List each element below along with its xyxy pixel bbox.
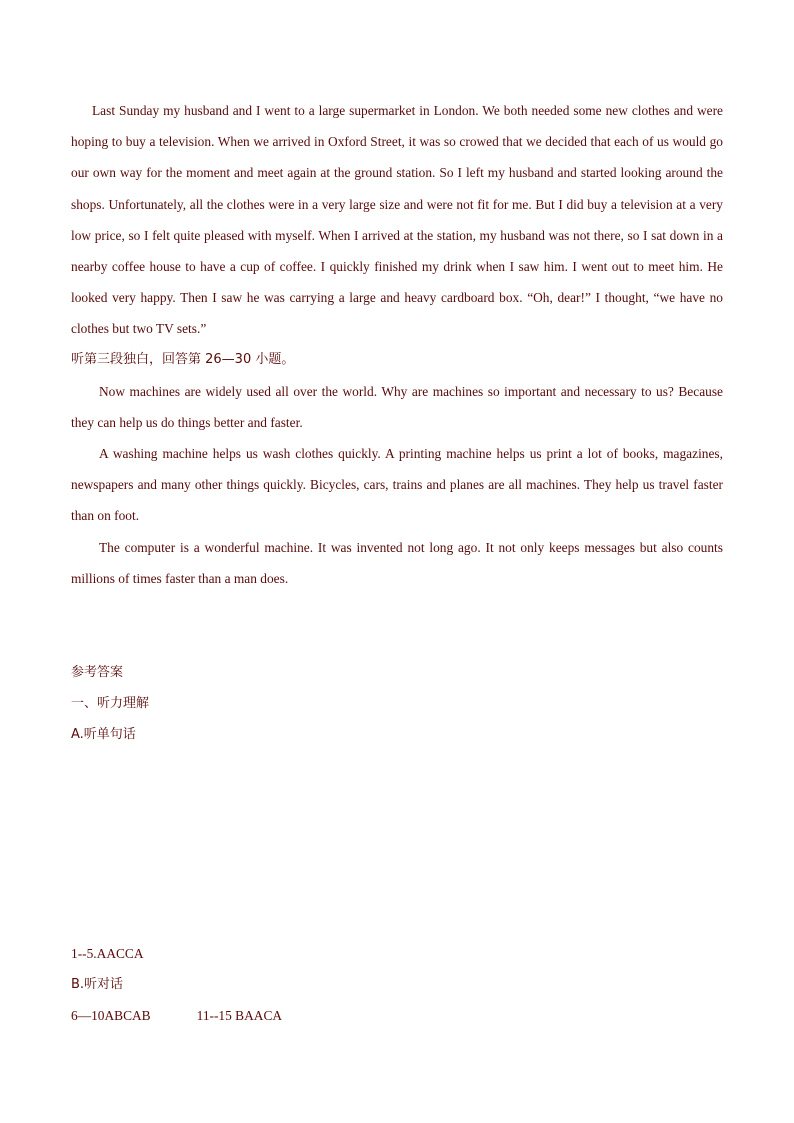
answer-group: 6—10ABCAB [71, 1008, 151, 1023]
subsection-heading: B.听对话 [71, 977, 124, 992]
passage-paragraph: A washing machine helps us wash clothes quickly. A printing machine helps us print a lot of books, magazines, newspapers and many other things quickly. Bicycles, cars, trains and planes are all machines. They help us travel faster than on foot. [71, 446, 723, 524]
passage-paragraph: The computer is a wonderful machine. It was invented not long ago. It not only keeps messages but also counts millions of times faster than a man does. [71, 540, 723, 587]
section-heading: 一、听力理解 [71, 696, 150, 711]
passage-paragraph: Now machines are widely used all over the world. Why are machines so important and necessary to us? Because they can help us do things better and faster. [71, 384, 723, 431]
section-heading: 听第三段独白，回答第 26—30 小题。 [71, 352, 295, 367]
answer-line: 1--5.AACCA [71, 946, 144, 961]
answer-line [71, 1006, 282, 1026]
passage-paragraph: Last Sunday my husband and I went to a large supermarket in London. We both needed some new clothes and were hoping to buy a television. When we arrived in Oxford Street, it was so crowed that we decided that each of us would go our own way for the moment and meet again at the ground station. So I left my husband and started looking around the shops. Unfortunately, all the clothes were in a very large size and were not fit for me. But I did buy a television at a very low price, so I felt quite pleased with myself. When I arrived at the station, my husband was not there, so I sat down in a nearby coffee house to have a cup of coffee. I quickly finished my drink when I saw him. I went out to meet him. He looked very happy. Then I saw he was carrying a large and heavy cardboard box. “Oh, dear!” I thought, “we have no clothes but two TV sets.” [71, 103, 723, 337]
answer-group: 11--15 BAACA [196, 1008, 283, 1023]
subsection-heading: A.听单句话 [71, 727, 136, 742]
answer-key-title: 参考答案 [71, 665, 124, 680]
